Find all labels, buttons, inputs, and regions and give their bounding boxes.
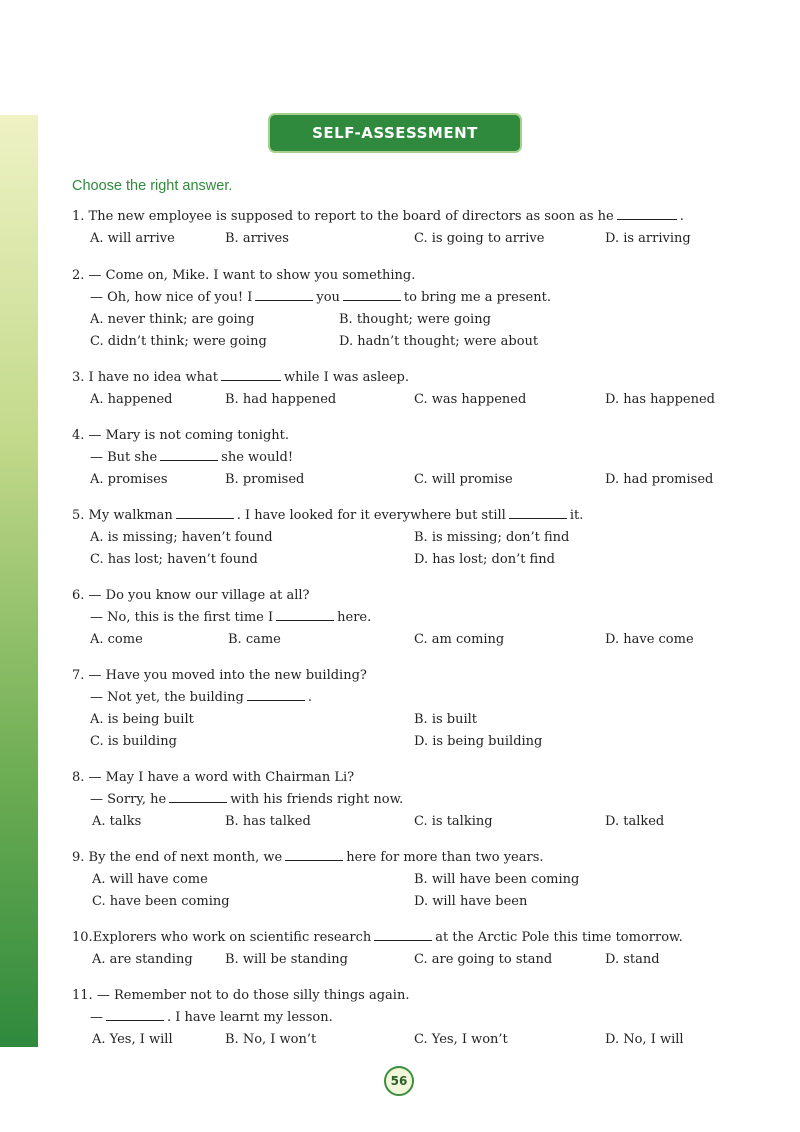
question-11 [72,985,684,1051]
question-text: — Do you know our village at all? [88,588,310,603]
section-title-banner [270,115,520,151]
option-d[interactable]: D. talked [605,814,665,829]
question-text: to bring me a present. [403,290,551,305]
question-7 [72,665,543,753]
question-number: 5. [72,508,85,523]
option-a[interactable]: A. come [90,632,143,647]
question-text: By the end of next month, we [88,850,283,865]
question-line [72,206,684,228]
answer-blank[interactable] [509,506,567,519]
question-text: — Not yet, the building [90,690,244,705]
options-row [72,731,543,753]
question-5 [72,505,583,571]
options-row [72,309,551,331]
question-number: 4. [72,428,85,443]
question-9 [72,847,580,913]
options-row [72,629,694,651]
question-line [72,585,371,607]
question-text: — Have you moved into the new building? [88,668,367,683]
question-text: — [90,1010,103,1025]
option-d[interactable]: D. stand [605,952,660,967]
options-row [72,811,665,833]
question-line [72,789,403,811]
option-c[interactable]: C. was happened [414,392,527,407]
question-number: 1. [72,209,85,224]
answer-blank[interactable] [285,848,343,861]
question-number: 3. [72,370,85,385]
option-a[interactable]: A. never think; are going [90,312,255,327]
option-d[interactable]: D. hadn’t thought; were about [339,334,539,349]
question-6 [72,585,694,651]
question-text: — Remember not to do those silly things again. [96,988,410,1003]
question-line [72,687,367,709]
question-text: . [679,209,684,224]
options-row [72,331,551,353]
option-c[interactable]: C. is going to arrive [414,231,545,246]
options-row [72,891,544,913]
question-3 [72,367,715,411]
option-d[interactable]: D. No, I will [605,1032,684,1047]
question-text: . I have learnt my lesson. [167,1010,333,1025]
answer-blank[interactable] [106,1008,164,1021]
option-b[interactable]: B. thought; were going [339,312,491,327]
option-d[interactable]: D. has lost; don’t find [414,552,555,567]
answer-blank[interactable] [169,790,227,803]
options-row [72,228,691,250]
option-d[interactable]: D. is arriving [605,231,691,246]
section-title: SELF-ASSESSMENT [312,124,478,142]
options-row [72,1029,684,1051]
option-b[interactable]: B. will have been coming [414,872,580,887]
question-text: The new employee is supposed to report to the board of directors as soon as he [88,209,614,224]
question-number: 2. [72,268,85,283]
option-d[interactable]: D. is being building [414,734,543,749]
answer-blank[interactable] [374,928,432,941]
question-text: My walkman [88,508,173,523]
option-a[interactable]: A. happened [90,392,173,407]
option-d[interactable]: D. had promised [605,472,714,487]
question-text: — Mary is not coming tonight. [88,428,289,443]
question-number: 11. [72,988,93,1003]
question-text: — Come on, Mike. I want to show you something. [88,268,416,283]
question-number: 8. [72,770,85,785]
options-row [72,469,714,491]
option-c[interactable]: C. are going to stand [414,952,553,967]
question-text: Explorers who work on scientific research [92,930,372,945]
question-1 [72,206,691,250]
question-line [72,1007,409,1029]
options-row [72,709,478,731]
option-d[interactable]: D. has happened [605,392,715,407]
option-b[interactable]: B. came [228,632,281,647]
question-line [72,847,544,869]
option-c[interactable]: C. will promise [414,472,513,487]
option-b[interactable]: B. promised [225,472,305,487]
question-text: . [307,690,312,705]
option-c[interactable]: C. has lost; haven’t found [90,552,258,567]
question-text: at the Arctic Pole this time tomorrow. [435,930,683,945]
question-line [72,767,403,789]
page-number-badge [384,1066,414,1096]
decorative-sidebar [0,115,38,1047]
question-2 [72,265,551,353]
question-line [72,425,293,447]
option-d[interactable]: D. will have been [414,894,528,909]
question-line [72,265,551,287]
question-8 [72,767,665,833]
option-b[interactable]: B. No, I won’t [225,1032,317,1047]
question-text: while I was asleep. [283,370,409,385]
question-text: it. [569,508,584,523]
question-text: — May I have a word with Chairman Li? [88,770,355,785]
question-line [72,287,551,309]
question-number: 10. [72,930,93,945]
option-d[interactable]: D. have come [605,632,694,647]
question-text: — Sorry, he [90,792,167,807]
answer-blank[interactable] [176,506,234,519]
option-c[interactable]: C. is building [90,734,177,749]
question-line [72,985,409,1007]
question-text: — Oh, how nice of you! I [90,290,253,305]
question-text: with his friends right now. [230,792,404,807]
answer-blank[interactable] [221,368,281,381]
options-row [72,949,683,971]
option-b[interactable]: B. is built [414,712,478,727]
option-c[interactable]: C. am coming [414,632,505,647]
option-b[interactable]: B. is missing; don’t find [414,530,570,545]
option-a[interactable]: A. Yes, I will [92,1032,173,1047]
answer-blank[interactable] [160,448,218,461]
option-a[interactable]: A. is missing; haven’t found [90,530,273,545]
option-b[interactable]: B. had happened [225,392,337,407]
option-a[interactable]: A. will have come [92,872,208,887]
option-c[interactable]: C. didn’t think; were going [90,334,267,349]
question-line [72,367,409,389]
option-b[interactable]: B. arrives [225,231,289,246]
option-a[interactable]: A. is being built [90,712,194,727]
option-c[interactable]: C. Yes, I won’t [414,1032,508,1047]
options-row [72,869,580,891]
answer-blank[interactable] [617,207,677,220]
question-line [72,447,293,469]
option-a[interactable]: A. promises [90,472,168,487]
question-text: here. [337,610,372,625]
answer-blank[interactable] [276,608,334,621]
instruction-text: Choose the right answer. [72,178,233,194]
answer-blank[interactable] [247,688,305,701]
answer-blank[interactable] [255,288,313,301]
option-c[interactable]: C. have been coming [92,894,230,909]
option-a[interactable]: A. talks [92,814,142,829]
question-4 [72,425,714,491]
option-b[interactable]: B. will be standing [225,952,348,967]
option-b[interactable]: B. has talked [225,814,311,829]
options-row [72,527,583,549]
question-line [72,665,367,687]
question-text: — No, this is the first time I [90,610,274,625]
question-text: — But she [90,450,158,465]
options-row [72,549,583,571]
question-number: 6. [72,588,85,603]
question-text: she would! [221,450,294,465]
question-number: 9. [72,850,85,865]
question-line [72,927,683,949]
question-line [72,505,583,527]
question-text: here for more than two years. [346,850,544,865]
option-c[interactable]: C. is talking [414,814,493,829]
options-row [72,389,715,411]
question-number: 7. [72,668,85,683]
option-a[interactable]: A. are standing [92,952,193,967]
question-text: . I have looked for it everywhere but still [236,508,506,523]
answer-blank[interactable] [343,288,401,301]
option-a[interactable]: A. will arrive [90,231,175,246]
question-text: I have no idea what [88,370,218,385]
page-number: 56 [390,1074,408,1088]
question-10 [72,927,683,971]
question-text: you [316,290,340,305]
question-line [72,607,371,629]
